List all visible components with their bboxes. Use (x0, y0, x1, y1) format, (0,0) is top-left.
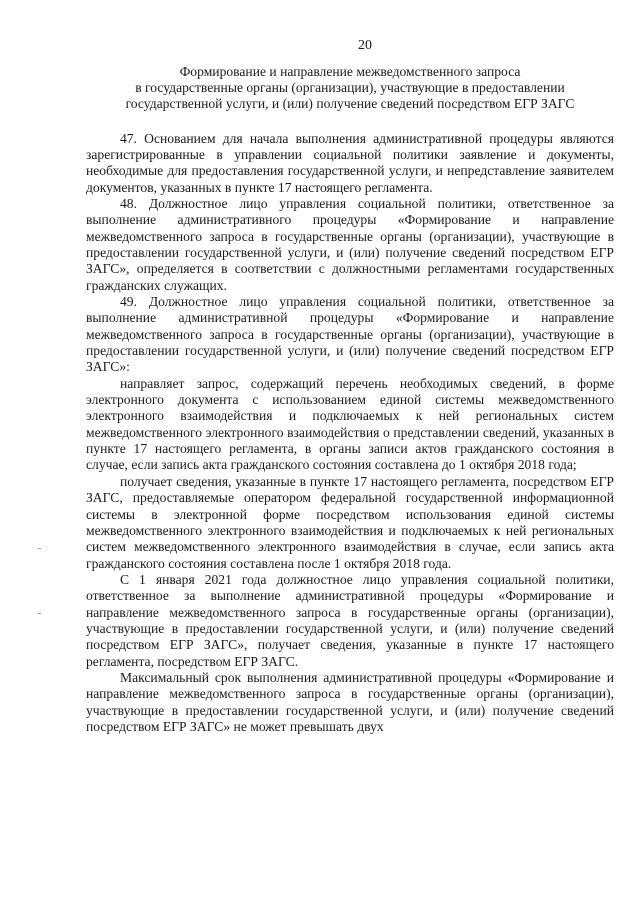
scan-margin-mark (38, 613, 41, 614)
heading-line: государственной услуги, и (или) получение сведений посредством ЕГР ЗАГС (125, 96, 575, 112)
paragraph-49-item-receive-data: получает сведения, указанные в пункте 17 настоящего регламента, посредством ЕГР ЗАГС, предоставляемые оператором федеральной государственной информационной системы в электронной форме посредством использования единой системы межведомственного электронного взаимодействия и подключаемых к ней региональных систем межведомственного электронного взаимодействия в случае, если запись акта гражданского состояния составлена после 1 октября 2018 года. (86, 473, 614, 571)
paragraph-2021-rule: С 1 января 2021 года должностное лицо управления социальной политики, ответственное за выполнение административной процедуры «Формирование и направление межведомственного запроса в государственные органы (организации), участвующие в предоставлении государственной услуги, и (или) получение сведений посредством ЕГР ЗАГС», получает сведения, указанные в пункте 17 настоящего регламента, посредством ЕГР ЗАГС. (86, 571, 614, 669)
heading-line: Формирование и направление межведомственного запроса (179, 64, 521, 79)
scan-margin-mark (38, 548, 41, 549)
paragraph-48: 48. Должностное лицо управления социальной политики, ответственное за выполнение административного процедуры «Формирование и направление межведомственного запроса в государственные органы (организации), участвующие в предоставлении государственной услуги, и (или) получение сведений посредством ЕГР ЗАГС», определяется в соответствии с должностными регламентами государственных гражданских служащих. (86, 195, 614, 293)
paragraph-49-item-send-request: направляет запрос, содержащий перечень необходимых сведений, в форме электронного документа с использованием единой системы межведомственного электронного взаимодействия и подключаемых к ней региональных систем межведомственного электронного взаимодействия о представлении сведений, указанных в пункте 17 настоящего регламента, в органы записи актов гражданского состояния в случае, если запись акта гражданского состояния составлена до 1 октября 2018 года; (86, 375, 614, 473)
heading-line: в государственные органы (организации), участвующие в предоставлении (135, 80, 565, 96)
page-number: 20 (358, 38, 372, 53)
paragraph-49: 49. Должностное лицо управления социальной политики, ответственное за выполнение административной процедуры «Формирование и направление межведомственного запроса в государственные органы (организации), участвующие в предоставлении государственной услуги, и (или) получение сведений посредством ЕГР ЗАГС»: (86, 294, 614, 375)
paragraph-47: 47. Основанием для начала выполнения административной процедуры являются зарегистрированные в управлении социальной политики заявление и документы, необходимые для предоставления государственной услуги, и непредставление заявителем документов, указанных в пункте 17 настоящего регламента. (86, 130, 614, 195)
paragraph-max-term: Максимальный срок выполнения административной процедуры «Формирование и направление межведомственного запроса в государственные органы (организации), участвующие в предоставлении государственной услуги, и (или) получение сведений посредством ЕГР ЗАГС» не может превышать двух (86, 669, 614, 734)
section-heading (86, 64, 614, 113)
